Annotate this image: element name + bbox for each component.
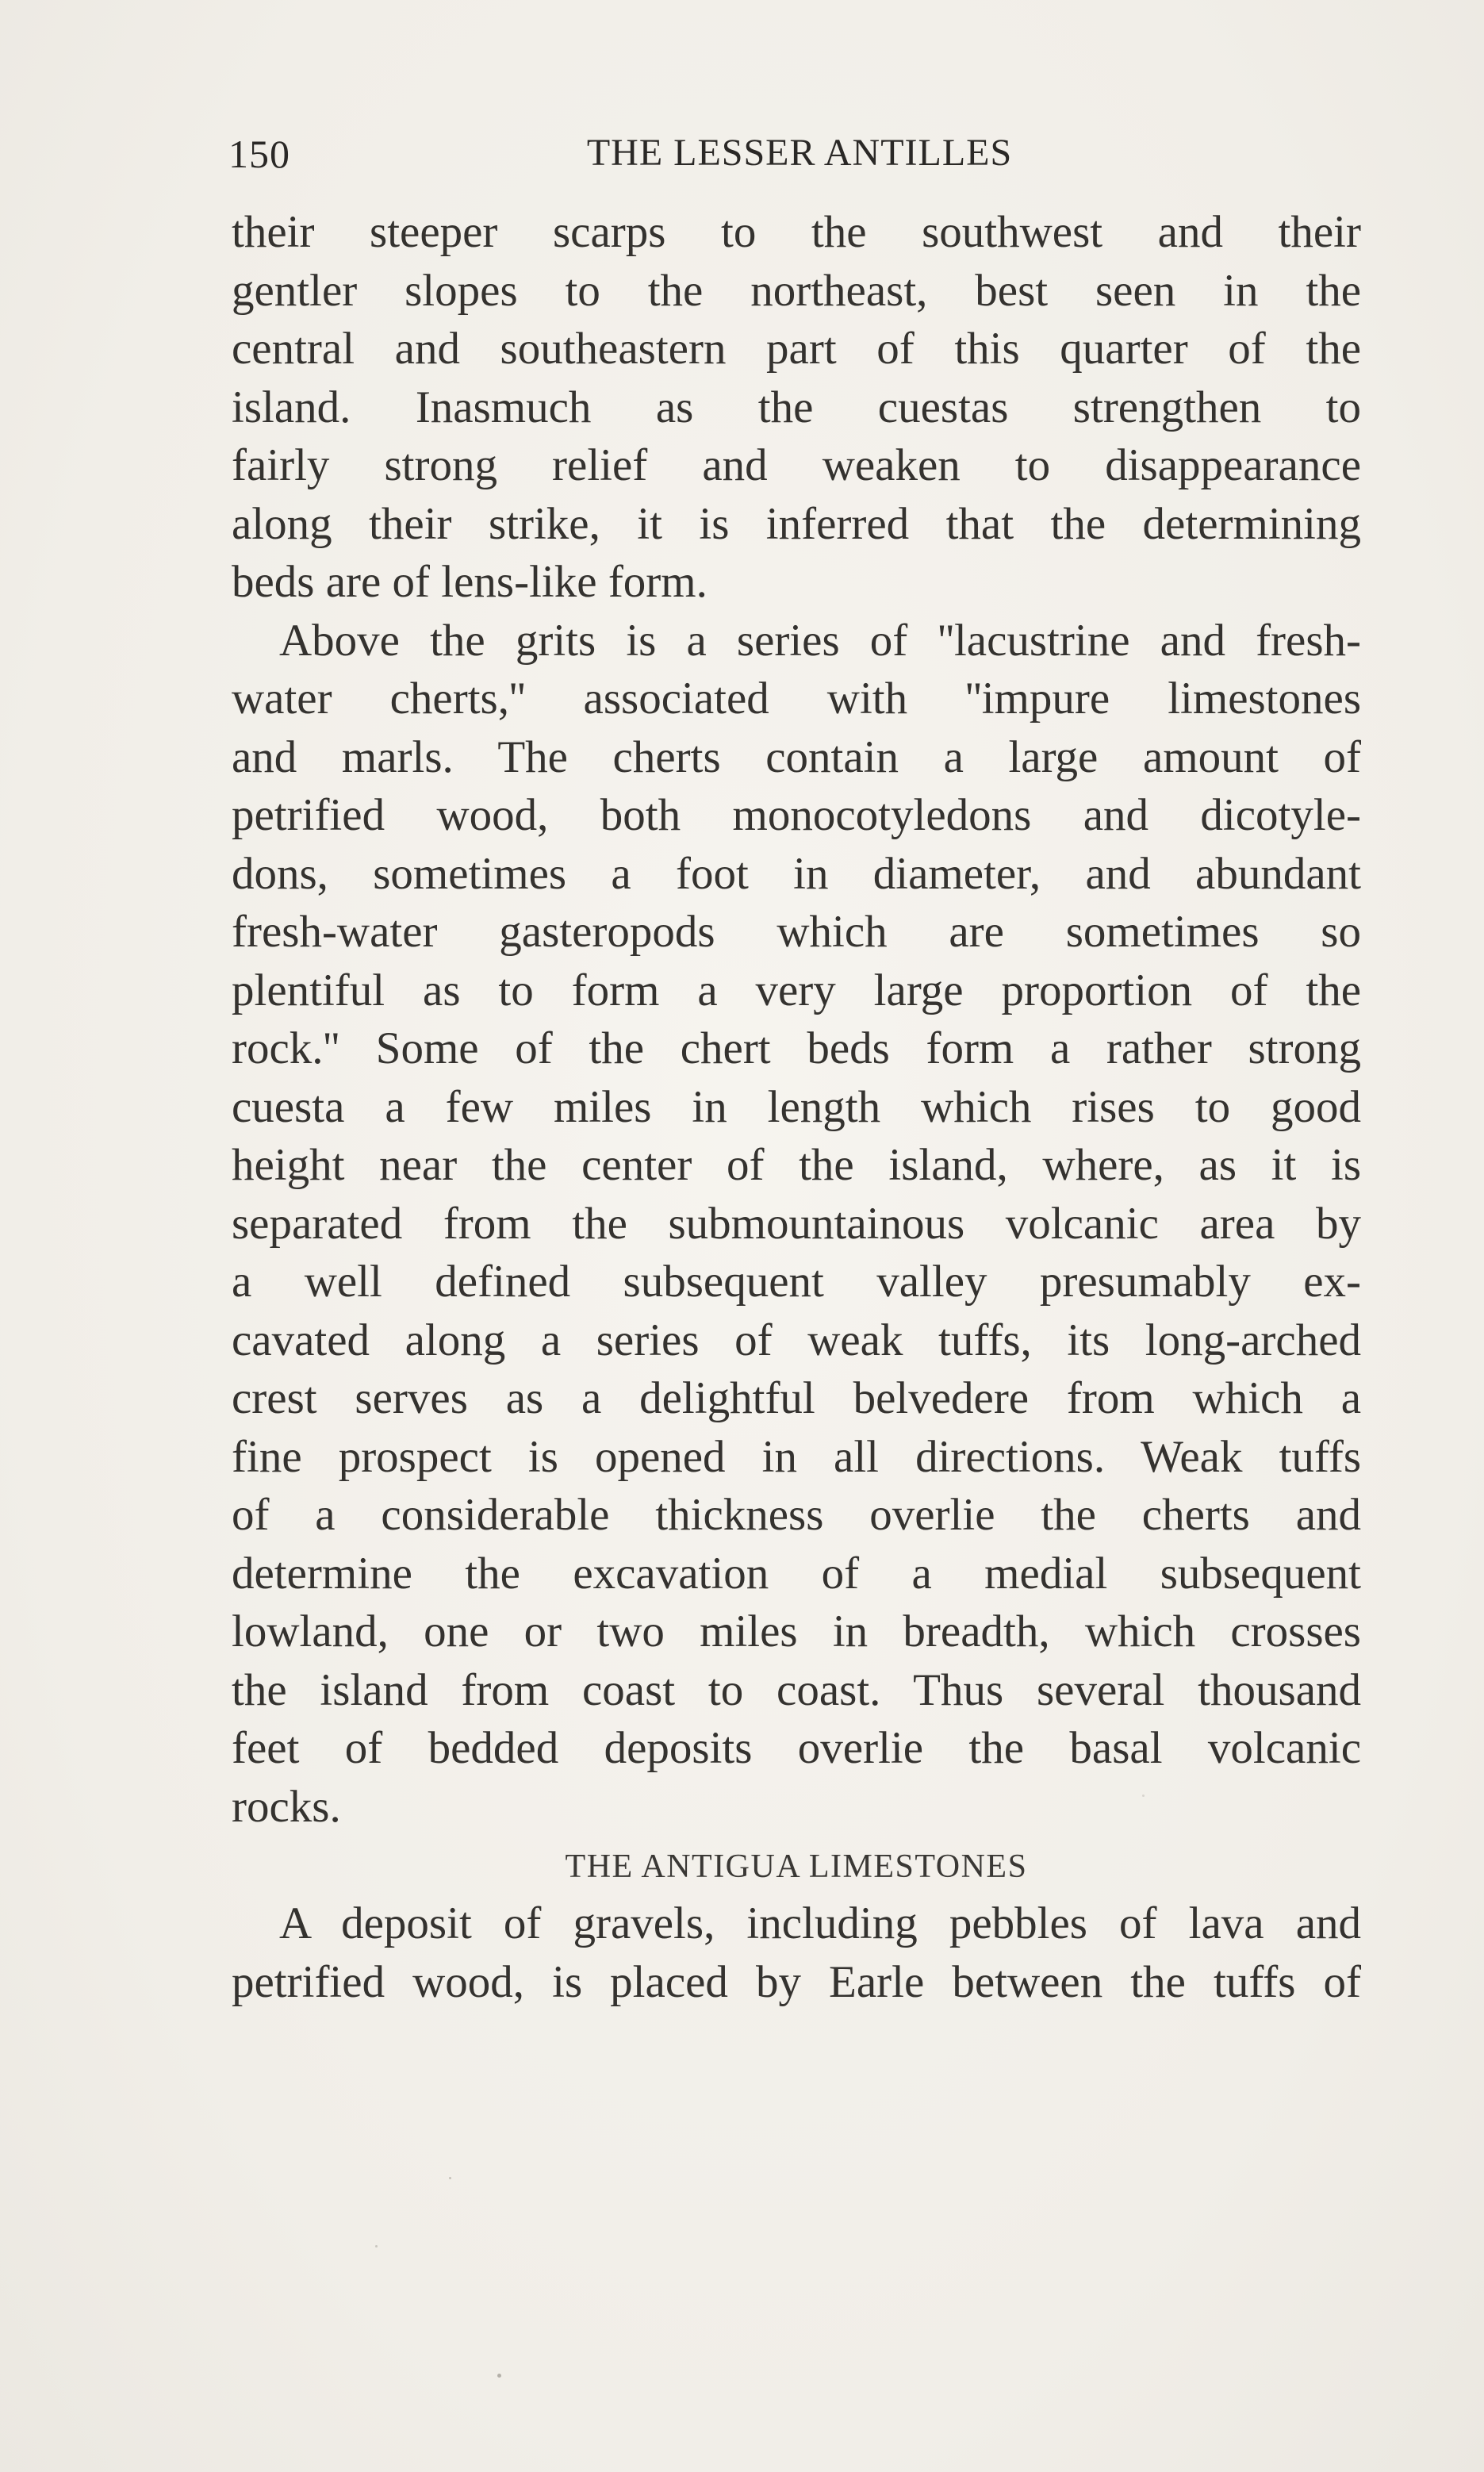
text-line: and marls. The cherts contain a large amount of: [232, 731, 1361, 782]
paper-speck: [449, 2177, 451, 2179]
text-line: petrified wood, is placed by Earle between the tuffs of: [232, 1956, 1361, 2007]
text-line: of a considerable thickness overlie the cherts and: [232, 1490, 1361, 1540]
text-line: Above the grits is a series of ''lacustrine and fresh-: [279, 615, 1361, 666]
paragraph: [232, 612, 1361, 1837]
text-line: fresh-water gasteropods which are sometimes so: [232, 907, 1361, 957]
paragraph: [232, 203, 1361, 612]
paragraph: [232, 1894, 1361, 2011]
text-line: feet of bedded deposits overlie the basal volcanic: [232, 1723, 1361, 1773]
text-line: the island from coast to coast. Thus several thousand: [232, 1664, 1361, 1715]
text-line: plentiful as to form a very large proportion of the: [232, 965, 1361, 1015]
text-line: cuesta a few miles in length which rises to good: [232, 1081, 1361, 1132]
page-header: [228, 131, 1361, 186]
text-line: separated from the submountainous volcanic area by: [232, 1198, 1361, 1249]
text-line: determine the excavation of a medial subsequent: [232, 1548, 1361, 1599]
text-line: A deposit of gravels, including pebbles of lava and: [279, 1898, 1361, 1948]
text-line: gentler slopes to the northeast, best seen in the: [232, 265, 1361, 316]
text-line: rocks.: [232, 1781, 341, 1832]
text-line: fairly strong relief and weaken to disappearance: [232, 440, 1361, 490]
text-line: central and southeastern part of this quarter of the: [232, 324, 1361, 374]
text-line: petrified wood, both monocotyledons and dicotyle-: [232, 790, 1361, 840]
text-line: lowland, one or two miles in breadth, which crosses: [232, 1606, 1361, 1656]
paper-speck: [375, 2245, 378, 2247]
text-line: along their strike, it is inferred that the determining: [232, 498, 1361, 549]
paper-speck: [497, 2374, 501, 2378]
text-line: beds are of lens-like form.: [232, 557, 707, 607]
text-line: rock.'' Some of the chert beds form a rather strong: [232, 1023, 1361, 1073]
text-line: dons, sometimes a foot in diameter, and abundant: [232, 848, 1361, 899]
body-text: [232, 203, 1361, 2011]
text-line: height near the center of the island, where, as it is: [232, 1140, 1361, 1190]
paper-speck: [1142, 1795, 1145, 1797]
text-line: their steeper scarps to the southwest and their: [232, 207, 1361, 257]
text-line: crest serves as a delightful belvedere from which a: [232, 1373, 1361, 1423]
text-line: fine prospect is opened in all directions. Weak tuffs: [232, 1431, 1361, 1482]
text-line: water cherts,'' associated with ''impure limestones: [232, 674, 1361, 724]
text-line: cavated along a series of weak tuffs, its long-arched: [232, 1315, 1361, 1365]
section-heading: THE ANTIGUA LIMESTONES: [565, 1848, 1028, 1885]
page-number: 150: [228, 132, 290, 176]
text-line: island. Inasmuch as the cuestas strengthen to: [232, 382, 1361, 432]
text-line: a well defined subsequent valley presumably ex-: [232, 1257, 1361, 1307]
running-title: THE LESSER ANTILLES: [586, 132, 1013, 174]
